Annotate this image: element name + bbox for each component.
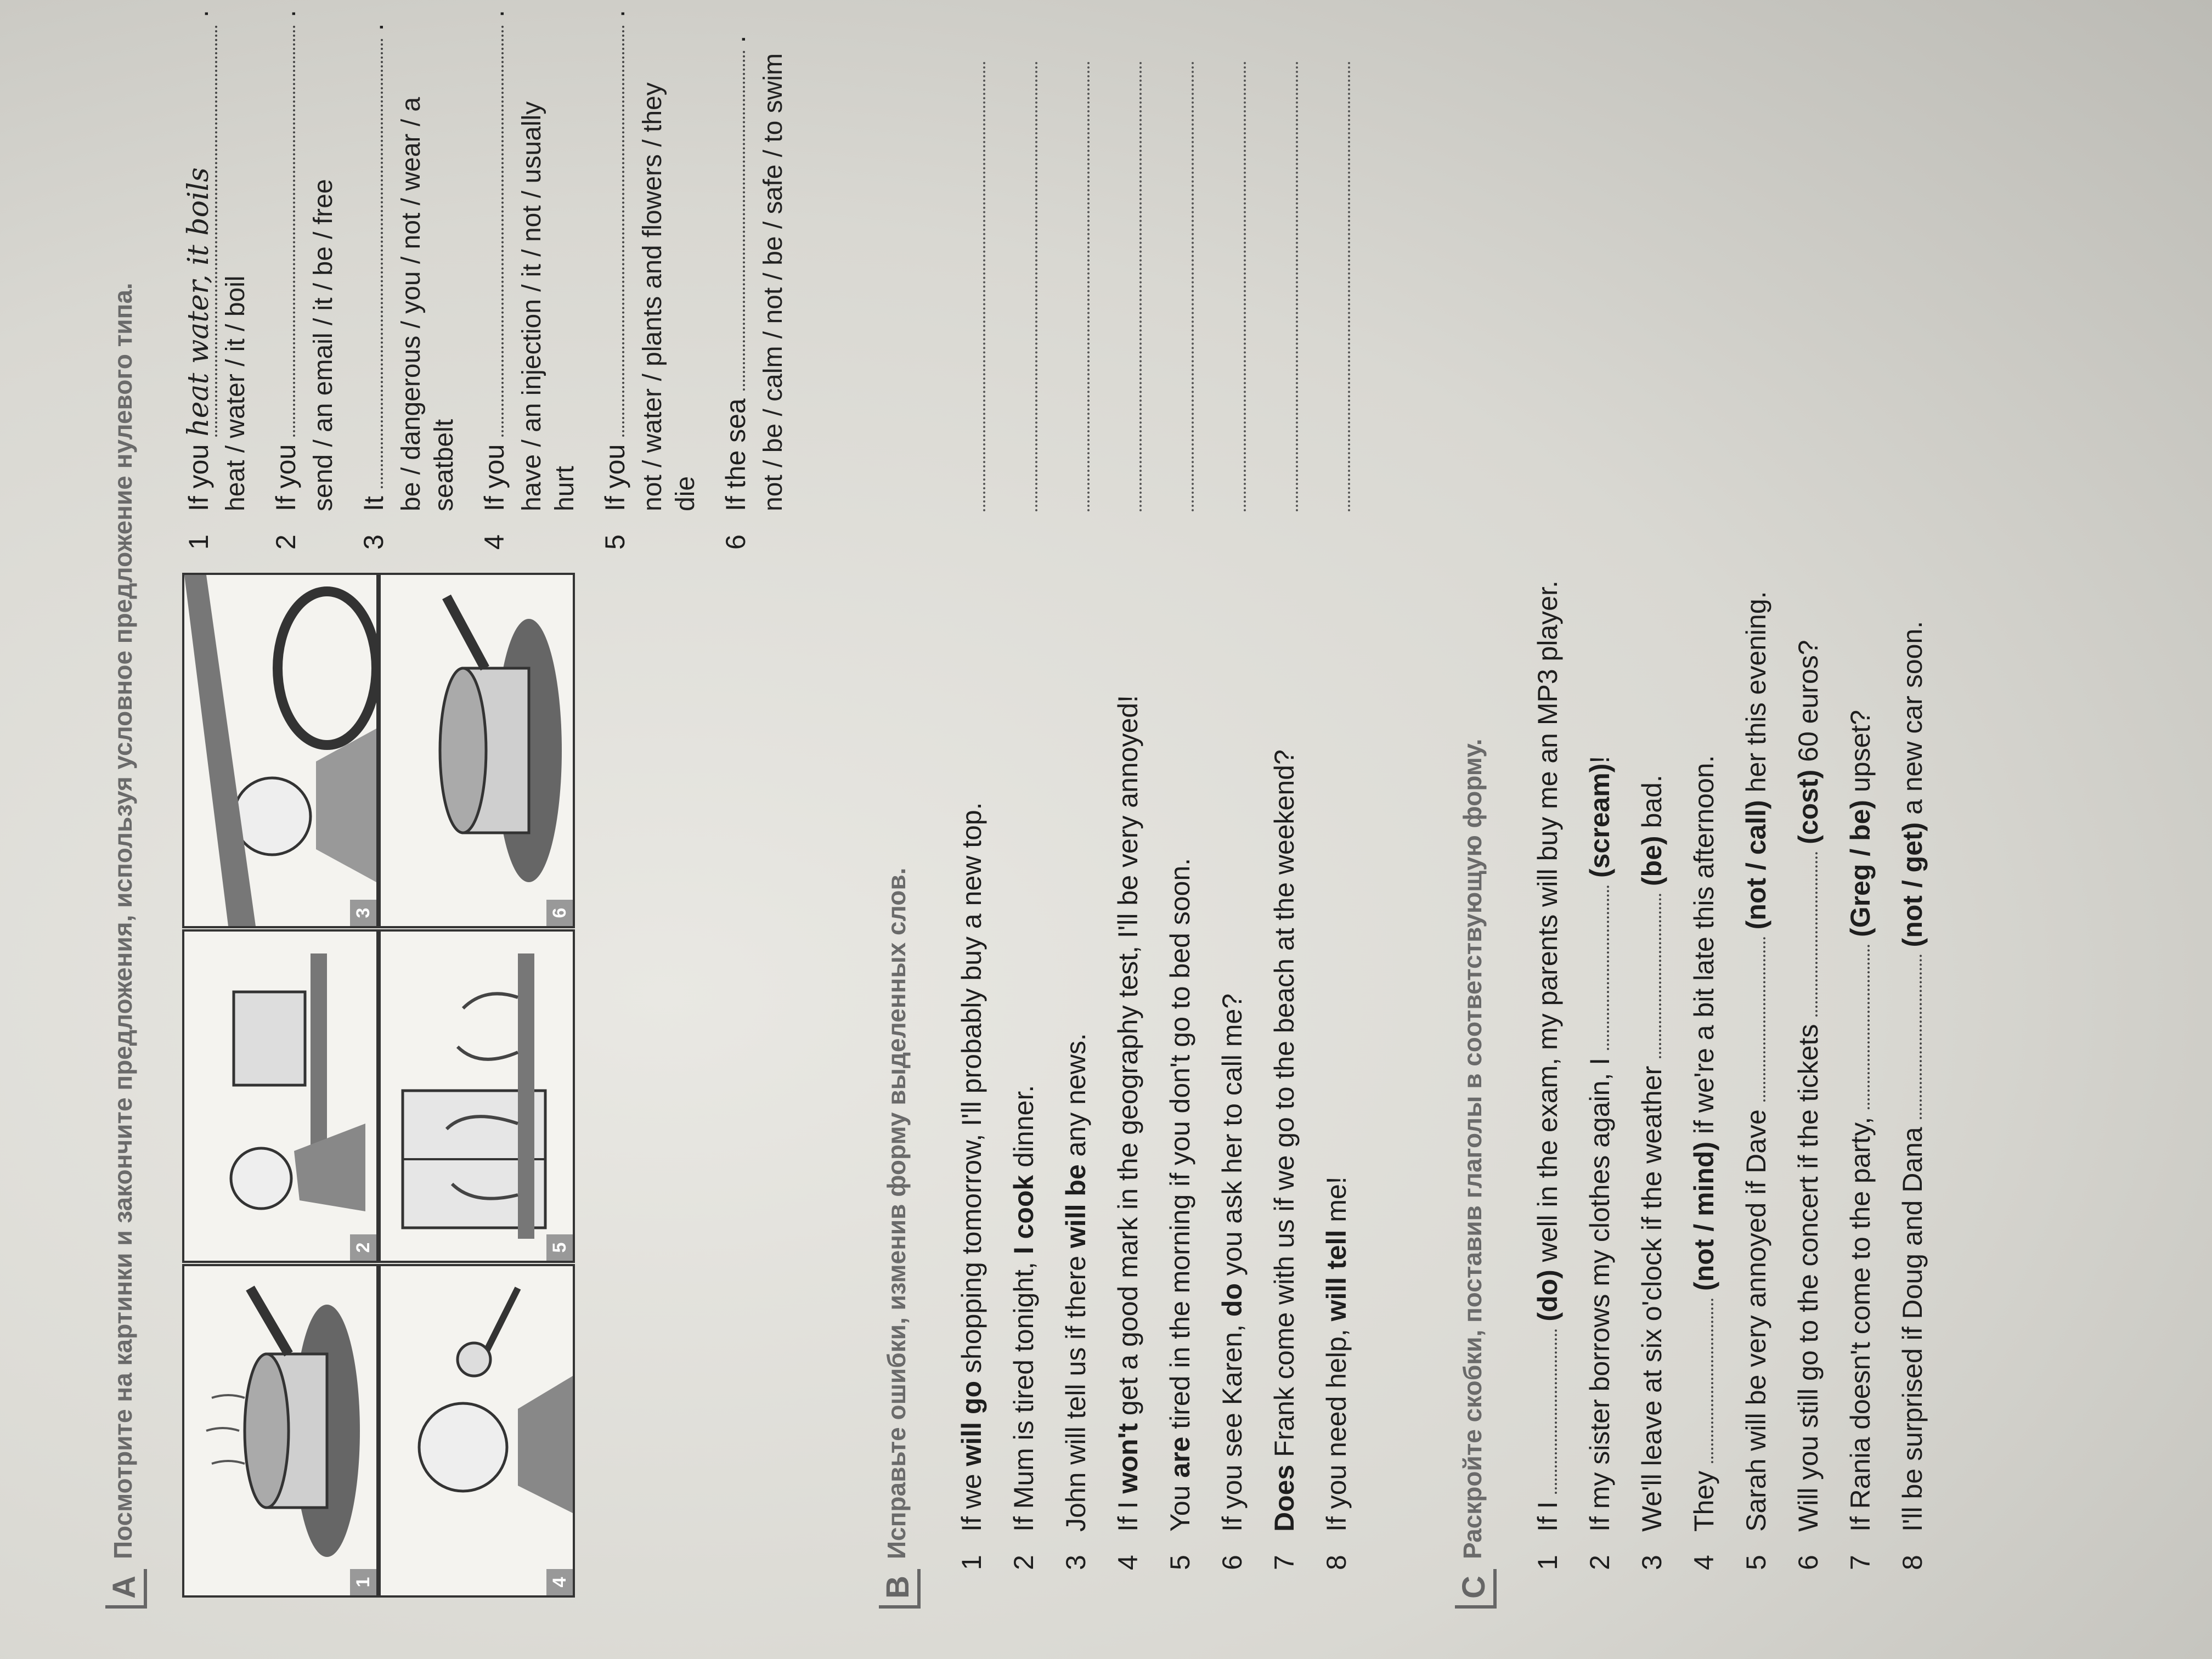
a-hint-3: be / dangerous / you / not / wear / a — [397, 97, 426, 511]
answer-line[interactable] — [381, 38, 383, 488]
worksheet-page — [23, 10, 2185, 1641]
panel-number: 5 — [546, 1234, 573, 1261]
answer-line[interactable] — [1920, 955, 1922, 1119]
wilted-plants-illustration — [381, 932, 573, 1261]
a-hint-6: not / be / calm / not / be / safe / to swim — [759, 53, 788, 511]
a-item-2: 2If you . — [270, 10, 301, 550]
picture-panel-2 — [182, 929, 379, 1263]
a-hint-4: have / an injection / it / not / usually — [517, 101, 546, 511]
b-answer-line-3[interactable] — [1087, 61, 1090, 511]
c-item-2: 2If my sister borrows my clothes again, I (scream)! — [1584, 755, 1615, 1570]
b-answer-line-4[interactable] — [1139, 61, 1142, 511]
b-item-3: 3John will tell us if there will be any news. — [1060, 1033, 1091, 1570]
a-item-1: 1If you heat water, it boils . — [182, 10, 217, 550]
answer-line[interactable] — [1555, 1329, 1557, 1494]
pot-illustration — [381, 575, 573, 926]
car-driver-illustration — [184, 575, 376, 926]
section-a-instruction: Посмотрите на картинки и закончите предложения, используя условное предложение нулевого типа. — [109, 283, 137, 1559]
picture-panel-3 — [182, 573, 379, 928]
b-item-5: 5You are tired in the morning if you don't go to bed soon. — [1165, 857, 1195, 1570]
b-answer-line-2[interactable] — [1035, 61, 1037, 511]
c-item-4: 4They (not / mind) if we're a bit late this afternoon. — [1689, 755, 1719, 1570]
panel-number: 3 — [350, 900, 376, 926]
answer-line[interactable] — [293, 25, 295, 437]
answer-line[interactable] — [743, 50, 745, 391]
c-item-5: 5Sarah will be very annoyed if Dave (not / call) her this evening. — [1741, 591, 1771, 1570]
picture-panel-6 — [379, 573, 575, 928]
c-item-7: 7If Rania doesn't come to the party, (Greg / be) upset? — [1845, 709, 1876, 1570]
c-item-3: 3We'll leave at six o'clock if the weather (be) bad. — [1637, 775, 1667, 1570]
a-item-6: 6If the sea . — [720, 35, 751, 550]
panel-number: 1 — [350, 1569, 376, 1595]
a-hint-2: send / an email / it / be / free — [309, 179, 338, 511]
b-answer-line-5[interactable] — [1192, 61, 1194, 511]
c-item-6: 6Will you still go to the concert if the tickets (cost) 60 euros? — [1793, 640, 1824, 1570]
b-answer-line-7[interactable] — [1296, 61, 1298, 511]
a-hint-3-cont: seatbelt — [430, 419, 459, 511]
a-hint-4-cont: hurt — [550, 466, 579, 511]
b-answer-line-8[interactable] — [1348, 61, 1350, 511]
a-hint-5-cont: die — [671, 476, 700, 511]
b-item-7: 7Does Frank come with us if we go to the beach at the weekend? — [1269, 749, 1300, 1570]
a-item-4: 4If you . — [479, 10, 510, 550]
picture-panel-5 — [379, 929, 575, 1263]
section-a-letter: A — [105, 1569, 147, 1609]
handwritten-answer: heat water, it boils — [182, 167, 215, 437]
b-item-4: 4If I won't get a good mark in the geography test, I'll be very annoyed! — [1113, 695, 1143, 1570]
answer-line[interactable] — [1659, 894, 1661, 1058]
computer-user-illustration — [184, 932, 376, 1261]
panel-number: 2 — [350, 1234, 376, 1261]
picture-panel-4 — [379, 1264, 575, 1598]
b-item-2: 2If Mum is tired tonight, I cook dinner. — [1008, 1085, 1039, 1570]
c-item-1: 1If I (do) well in the exam, my parents will buy me an MP3 player. — [1532, 580, 1563, 1570]
panel-number: 4 — [546, 1569, 573, 1595]
a-hint-5: not / water / plants and flowers / they — [638, 82, 667, 511]
a-item-5: 5If you . — [600, 10, 630, 550]
answer-line[interactable] — [1867, 945, 1870, 1109]
b-item-1: 1If we will go shopping tomorrow, I'll probably buy a new top. — [956, 802, 987, 1570]
b-item-8: 8If you need help, will tell me! — [1321, 1176, 1352, 1570]
section-b-instruction: Исправьте ошибки, изменив форму выделенных слов. — [882, 867, 911, 1559]
b-answer-line-6[interactable] — [1244, 61, 1246, 511]
answer-line[interactable] — [1607, 885, 1609, 1050]
b-item-6: 6If you see Karen, do you ask her to call me? — [1217, 993, 1248, 1570]
answer-line[interactable] — [1711, 1299, 1713, 1463]
answer-line[interactable] — [1815, 852, 1818, 1017]
b-answer-line-1[interactable] — [983, 61, 985, 511]
answer-line[interactable] — [501, 25, 504, 437]
pot-illustration — [184, 1266, 376, 1595]
section-c-instruction: Раскройте скобки, поставив глаголы в соответствующую форму. — [1458, 738, 1487, 1559]
c-item-8: 8I'll be surprised if Doug and Dana (not / get) a new car soon. — [1897, 620, 1928, 1570]
a-item-3: 3It . — [358, 23, 389, 550]
a-hint-1: heat / water / it / boil — [221, 275, 250, 511]
injection-illustration — [381, 1266, 573, 1595]
section-b-letter: B — [879, 1569, 921, 1609]
answer-line[interactable] — [1763, 937, 1765, 1102]
section-c-letter: C — [1455, 1569, 1497, 1609]
answer-line[interactable] — [182, 25, 217, 437]
answer-line[interactable] — [622, 25, 624, 437]
panel-number: 6 — [546, 900, 573, 926]
picture-panel-1 — [182, 1264, 379, 1598]
